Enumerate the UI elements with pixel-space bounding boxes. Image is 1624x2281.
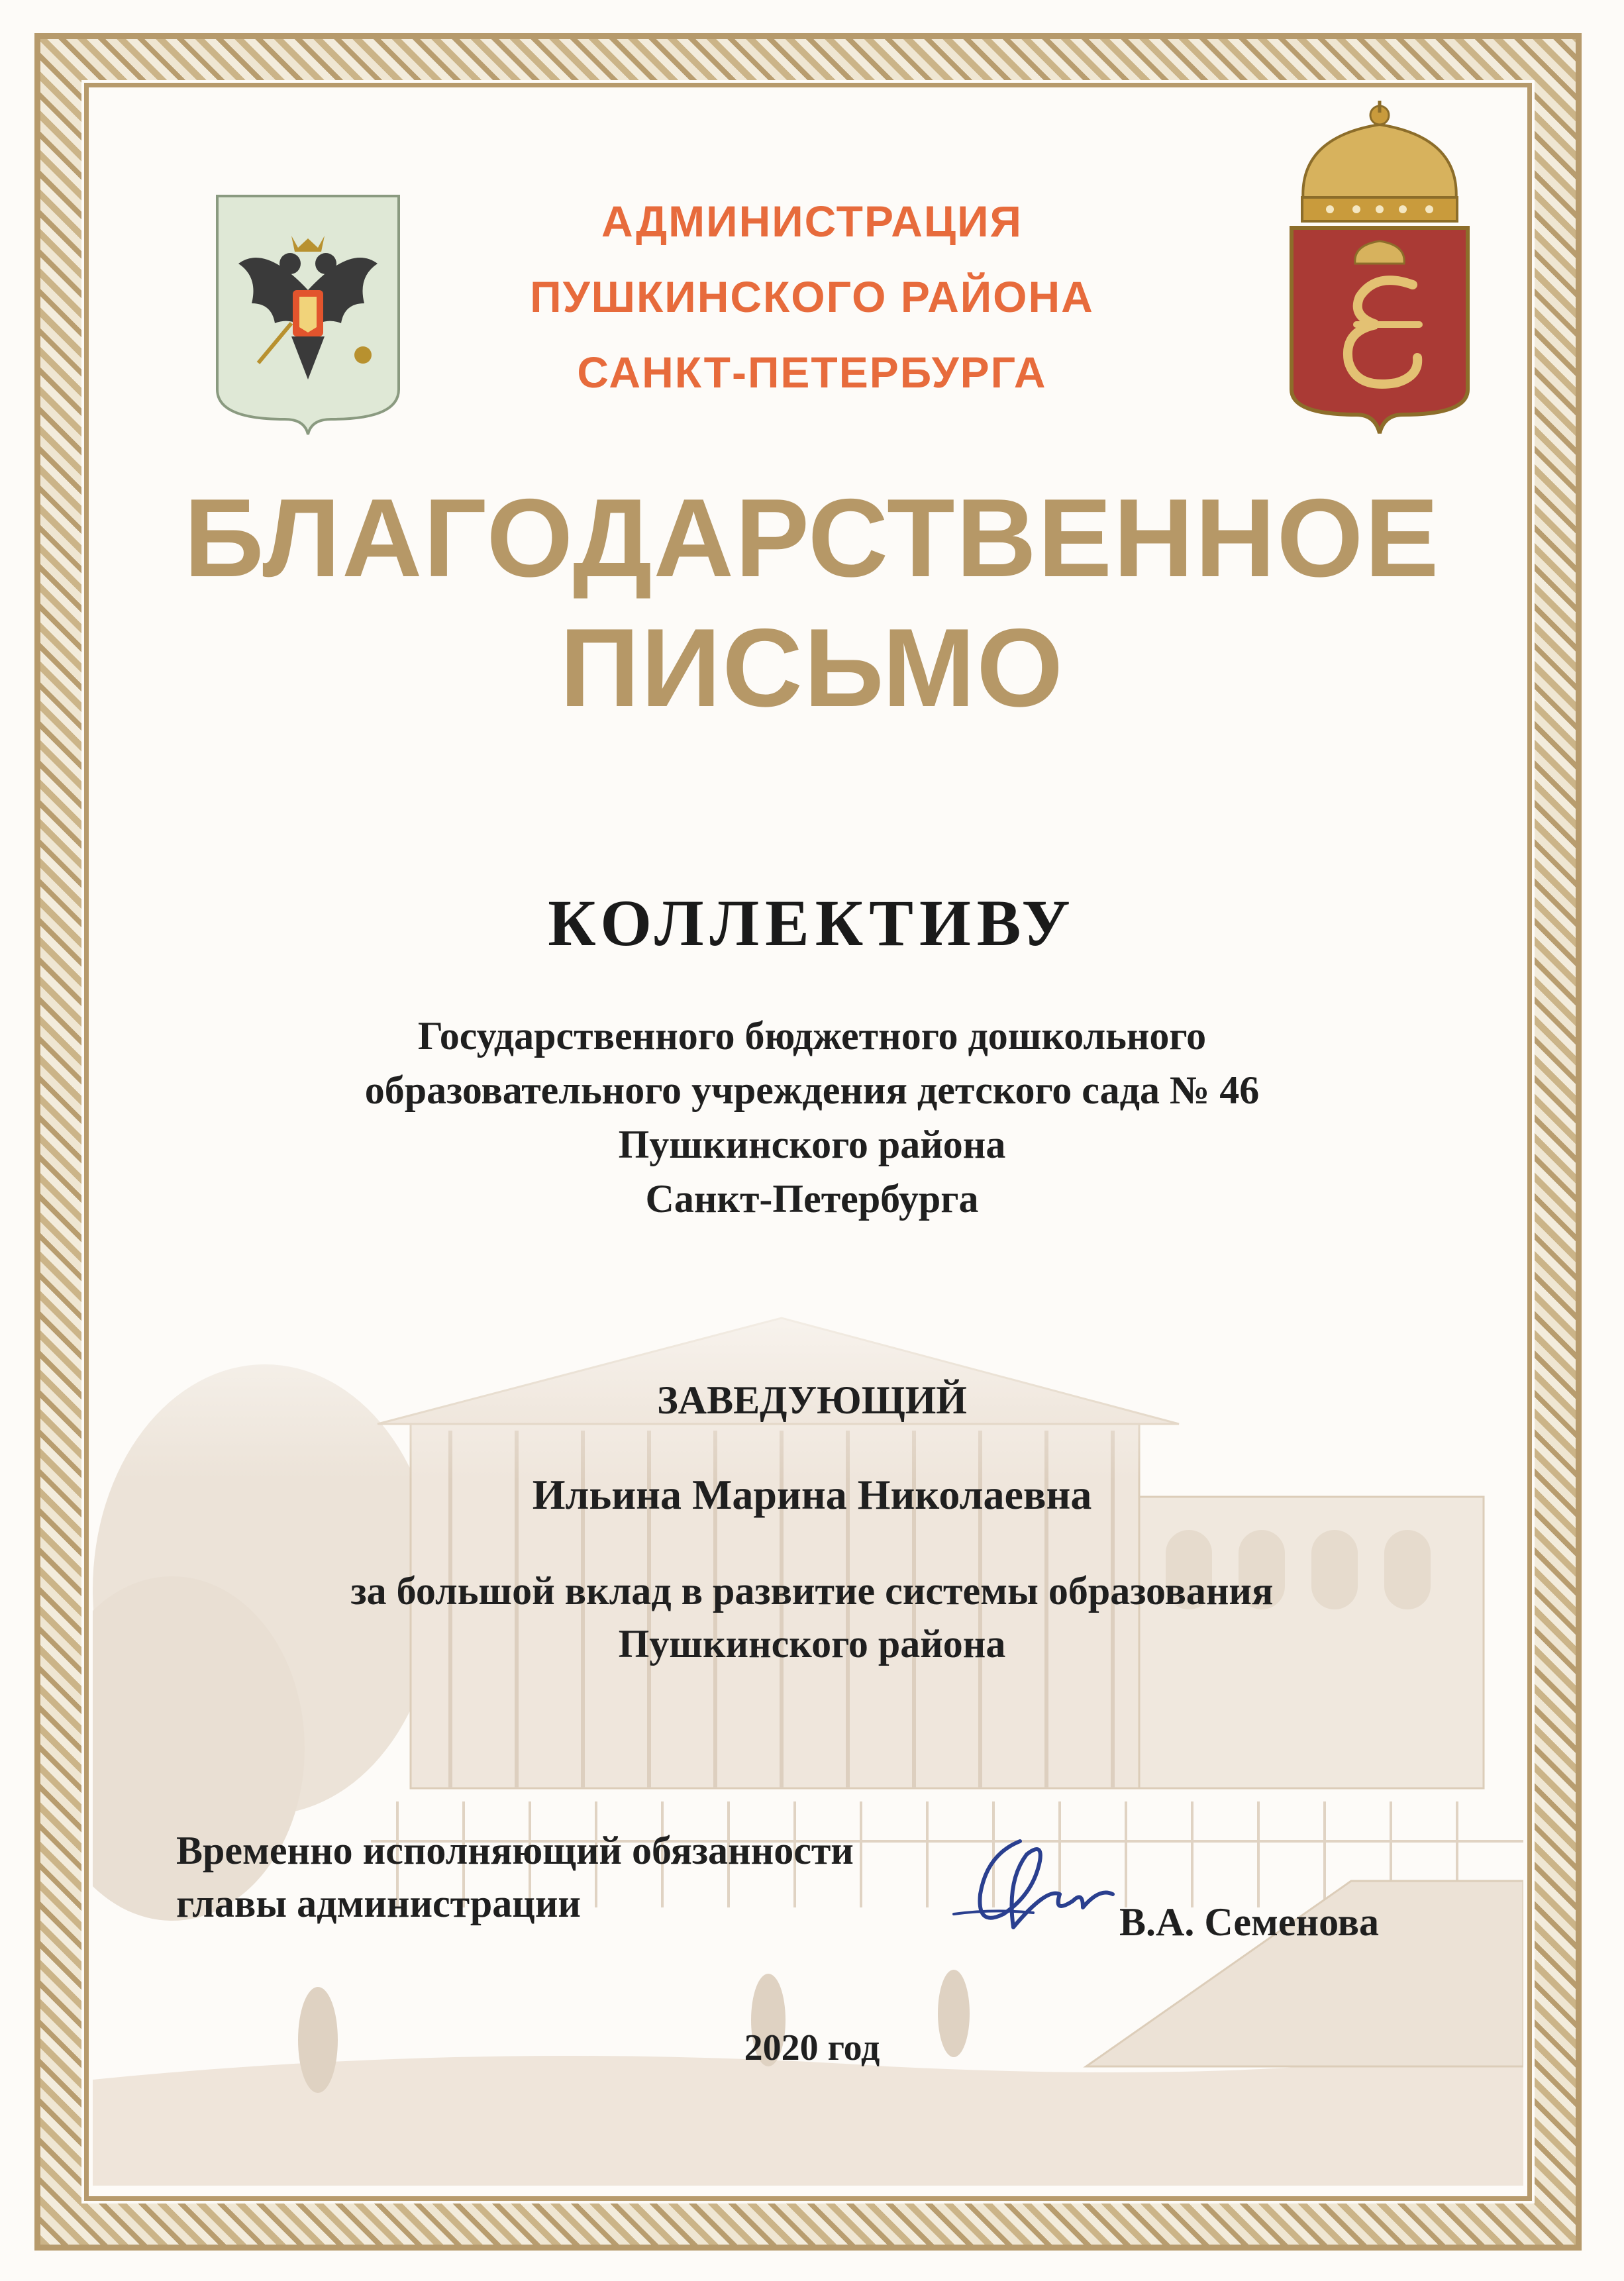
signer-position-line-2: главы администрации [176,1882,581,1925]
signer-name: В.А. Семенова [1119,1900,1380,1944]
handwritten-signature [940,1815,1139,1947]
person-role: ЗАВЕДУЮЩИЙ [657,1378,967,1422]
reason-line-2: Пушкинского района [618,1622,1006,1666]
signer-position-line-1: Временно исполняющий обязанности [176,1829,854,1872]
recipient-line-1: Государственного бюджетного дошкольного [417,1014,1207,1058]
recipient-line-3: Пушкинского района [618,1123,1006,1166]
admin-line-1: АДМИНИСТРАЦИЯ [601,197,1023,246]
recipient-heading: КОЛЛЕКТИВУ [548,886,1076,960]
document-title-line-2: ПИСЬМО [559,605,1064,730]
admin-line-2: ПУШКИНСКОГО РАЙОНА [530,272,1094,321]
document-title-line-1: БЛАГОДАРСТВЕННОЕ [183,476,1441,600]
issue-year: 2020 год [744,2027,880,2068]
recipient-line-2: образовательного учреждения детского сада № 46 [364,1068,1260,1112]
person-name: Ильина Марина Николаевна [532,1471,1092,1518]
admin-line-3: САНКТ-ПЕТЕРБУРГА [577,348,1047,397]
recipient-line-4: Санкт-Петербурга [645,1177,979,1221]
reason-line-1: за большой вклад в развитие системы образования [350,1569,1274,1613]
